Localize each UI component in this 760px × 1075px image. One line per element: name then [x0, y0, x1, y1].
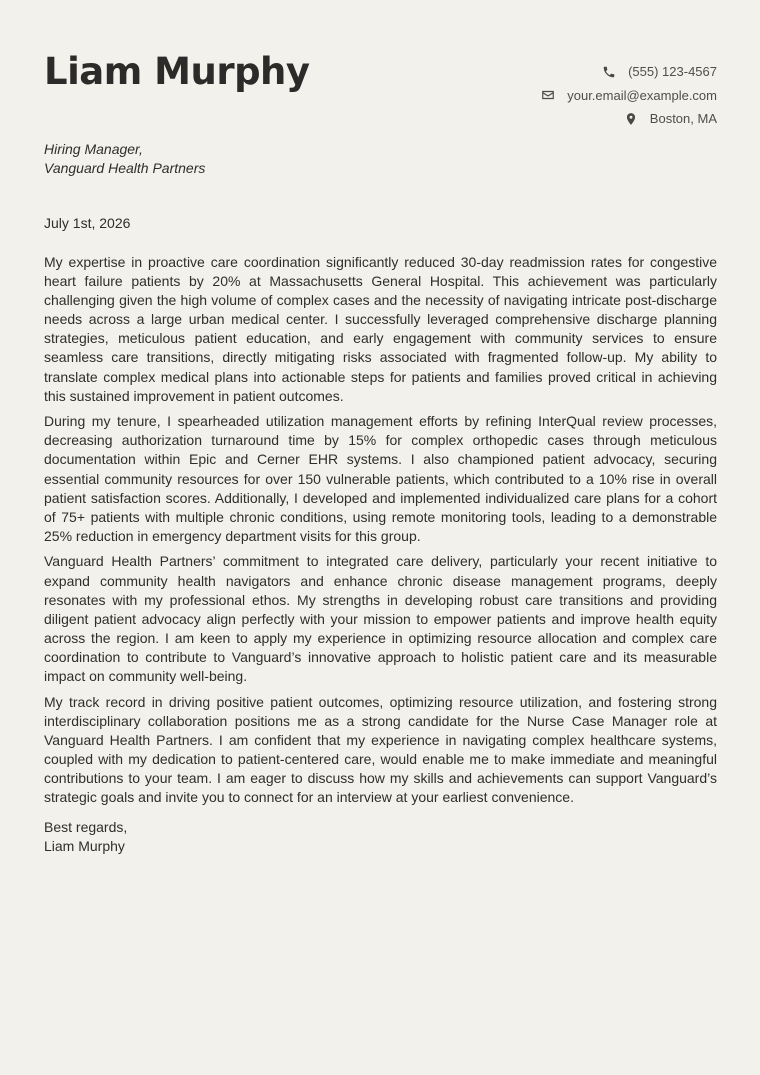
contact-email — [541, 84, 717, 108]
closing-block — [44, 818, 717, 856]
body-paragraph: During my tenure, I spearheaded utilization management efforts by refining InterQual review processes, decreasing authorization turnaround time by 15% for complex orthopedic cases through meticulous documentation within Epic and Cerner EHR systems. I also championed patient advocacy, securing essential community resources for over 150 vulnerable patients, which contributed to a 10% rise in overall patient satisfaction scores. Additionally, I developed and implemented individualized care plans for a cohort of 75+ patients with multiple chronic conditions, using remote monitoring tools, leading to a demonstrable 25% reduction in emergency department visits for this group. — [44, 413, 717, 544]
contact-info — [541, 60, 717, 131]
envelope-icon — [541, 88, 555, 102]
letter-date: July 1st, 2026 — [44, 215, 131, 231]
map-pin-icon — [624, 112, 638, 126]
applicant-name: Liam Murphy — [44, 50, 310, 93]
recipient-company: Vanguard Health Partners — [44, 160, 206, 176]
closing-salutation: Best regards, — [44, 819, 128, 836]
closing-signature: Liam Murphy — [44, 838, 125, 855]
email-text: your.email@example.com — [567, 87, 717, 103]
body-paragraph: My expertise in proactive care coordination significantly reduced 30-day readmission rates for congestive heart failure patients by 20% at Massachusetts General Hospital. This achievement was particularly challenging given the high volume of complex cases and the necessity of navigating intricate post-discharge needs across a large urban medical center. I successfully leveraged comprehensive discharge planning strategies, meticulous patient education, and early engagement with community services to ensure seamless care transitions, directly mitigating risks associated with fragmented follow-up. My ability to translate complex medical plans into actionable steps for patients and families proved critical in achieving this sustained improvement in patient outcomes. — [44, 254, 717, 404]
recipient-block — [44, 140, 205, 178]
recipient-title: Hiring Manager, — [44, 141, 143, 157]
body-paragraph: My track record in driving positive patient outcomes, optimizing resource utilization, and fostering strong interdisciplinary collaboration positions me as a strong candidate for the Nurse Case Manager role at Vanguard Health Partners. I am confident that my experience in navigating complex healthcare systems, coupled with my dedication to patient-centered care, would enable me to make immediate and meaningful contributions to your team. I am eager to discuss how my skills and achievements can support Vanguard’s strategic goals and invite you to connect for an interview at your earliest convenience. — [44, 693, 717, 806]
letter-body — [44, 253, 717, 856]
location-text: Boston, MA — [649, 111, 717, 127]
contact-phone — [541, 60, 717, 84]
letter-header — [44, 0, 717, 140]
phone-text: (555) 123-4567 — [628, 64, 717, 80]
cover-letter-page — [44, 0, 717, 855]
body-paragraph: Vanguard Health Partners’ commitment to integrated care delivery, particularly your recent initiative to expand community health navigators and enhance chronic disease management programs, deeply resonates with my professional ethos. My strengths in developing robust care transitions and providing diligent patient advocacy align perfectly with your mission to empower patients and improve health equity across the region. I am keen to apply my experience in optimizing resource allocation and complex care coordination to contribute to Vanguard’s innovative approach to holistic patient care and its measurable impact on community well-being. — [44, 553, 717, 684]
phone-icon — [602, 65, 616, 79]
contact-location — [541, 107, 717, 131]
